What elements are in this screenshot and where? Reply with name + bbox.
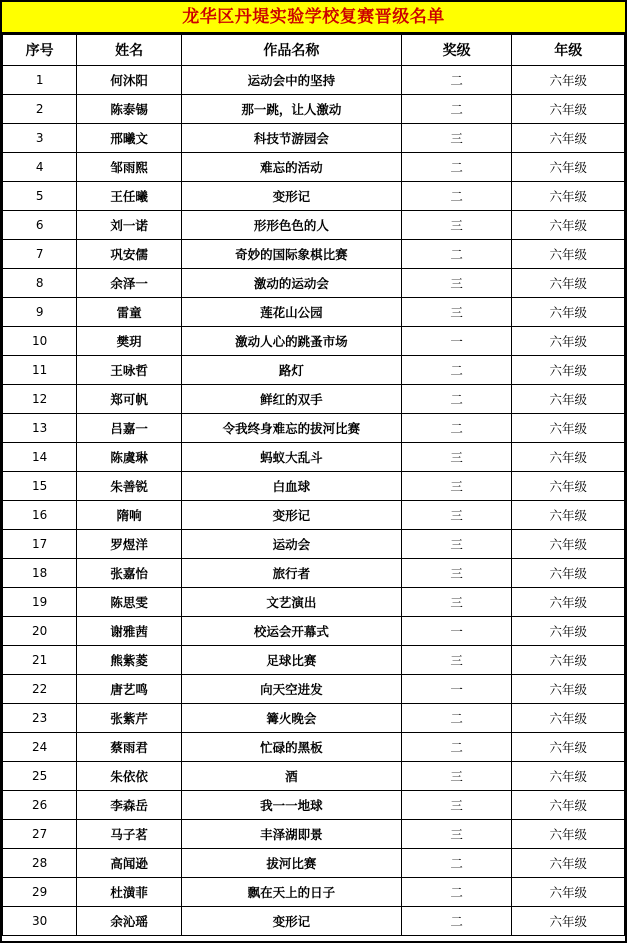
- column-header-award: 奖级: [401, 35, 512, 66]
- cell-work: 旅行者: [181, 559, 401, 588]
- cell-name: 高闻逊: [77, 849, 182, 878]
- table-row: [3, 762, 625, 791]
- table-row: [3, 240, 625, 269]
- cell-index: 28: [3, 849, 77, 878]
- cell-grade: 六年级: [512, 269, 625, 298]
- cell-work: 我一一地球: [181, 791, 401, 820]
- page-title: 龙华区丹堤实验学校复赛晋级名单: [2, 2, 625, 34]
- cell-award: 三: [401, 472, 512, 501]
- cell-grade: 六年级: [512, 559, 625, 588]
- table-row: [3, 530, 625, 559]
- cell-index: 7: [3, 240, 77, 269]
- cell-grade: 六年级: [512, 530, 625, 559]
- cell-index: 3: [3, 124, 77, 153]
- cell-grade: 六年级: [512, 907, 625, 936]
- cell-name: 何沐阳: [77, 66, 182, 95]
- table-row: [3, 269, 625, 298]
- table-body: [3, 66, 625, 936]
- cell-work: 篝火晚会: [181, 704, 401, 733]
- cell-index: 26: [3, 791, 77, 820]
- cell-award: 二: [401, 385, 512, 414]
- cell-index: 6: [3, 211, 77, 240]
- cell-index: 11: [3, 356, 77, 385]
- cell-name: 熊紫菱: [77, 646, 182, 675]
- cell-work: 科技节游园会: [181, 124, 401, 153]
- cell-index: 25: [3, 762, 77, 791]
- cell-grade: 六年级: [512, 240, 625, 269]
- cell-index: 13: [3, 414, 77, 443]
- cell-work: 那一跳，让人激动: [181, 95, 401, 124]
- cell-index: 4: [3, 153, 77, 182]
- cell-award: 二: [401, 240, 512, 269]
- cell-work: 变形记: [181, 182, 401, 211]
- cell-award: 三: [401, 211, 512, 240]
- table-row: [3, 327, 625, 356]
- cell-index: 12: [3, 385, 77, 414]
- cell-grade: 六年级: [512, 385, 625, 414]
- cell-work: 莲花山公园: [181, 298, 401, 327]
- cell-award: 三: [401, 501, 512, 530]
- cell-award: 三: [401, 269, 512, 298]
- cell-grade: 六年级: [512, 327, 625, 356]
- cell-work: 激动人心的跳蚤市场: [181, 327, 401, 356]
- cell-name: 余泽一: [77, 269, 182, 298]
- cell-work: 变形记: [181, 907, 401, 936]
- cell-work: 激动的运动会: [181, 269, 401, 298]
- cell-work: 校运会开幕式: [181, 617, 401, 646]
- cell-award: 二: [401, 704, 512, 733]
- cell-index: 18: [3, 559, 77, 588]
- cell-work: 运动会: [181, 530, 401, 559]
- cell-award: 三: [401, 646, 512, 675]
- cell-award: 二: [401, 878, 512, 907]
- cell-name: 隋响: [77, 501, 182, 530]
- column-header-work: 作品名称: [181, 35, 401, 66]
- cell-name: 王咏哲: [77, 356, 182, 385]
- cell-work: 飘在天上的日子: [181, 878, 401, 907]
- table-row: [3, 791, 625, 820]
- cell-award: 一: [401, 617, 512, 646]
- table-row: [3, 820, 625, 849]
- cell-index: 2: [3, 95, 77, 124]
- cell-grade: 六年级: [512, 588, 625, 617]
- cell-name: 吕嘉一: [77, 414, 182, 443]
- cell-award: 三: [401, 820, 512, 849]
- cell-grade: 六年级: [512, 124, 625, 153]
- cell-grade: 六年级: [512, 95, 625, 124]
- cell-grade: 六年级: [512, 704, 625, 733]
- results-table: [2, 34, 625, 936]
- cell-award: 二: [401, 414, 512, 443]
- cell-grade: 六年级: [512, 617, 625, 646]
- cell-award: 二: [401, 356, 512, 385]
- cell-grade: 六年级: [512, 501, 625, 530]
- cell-index: 23: [3, 704, 77, 733]
- cell-award: 三: [401, 762, 512, 791]
- table-container: [2, 34, 625, 941]
- table-row: [3, 385, 625, 414]
- cell-grade: 六年级: [512, 182, 625, 211]
- column-header-index: 序号: [3, 35, 77, 66]
- cell-award: 二: [401, 907, 512, 936]
- cell-grade: 六年级: [512, 153, 625, 182]
- cell-work: 鲜红的双手: [181, 385, 401, 414]
- cell-name: 樊玥: [77, 327, 182, 356]
- table-row: [3, 646, 625, 675]
- cell-name: 陈泰锡: [77, 95, 182, 124]
- cell-grade: 六年级: [512, 443, 625, 472]
- cell-work: 蚂蚁大乱斗: [181, 443, 401, 472]
- cell-index: 19: [3, 588, 77, 617]
- table-row: [3, 414, 625, 443]
- cell-index: 16: [3, 501, 77, 530]
- cell-grade: 六年级: [512, 762, 625, 791]
- table-row: [3, 443, 625, 472]
- table-row: [3, 588, 625, 617]
- cell-name: 罗煜洋: [77, 530, 182, 559]
- table-row: [3, 472, 625, 501]
- cell-index: 15: [3, 472, 77, 501]
- cell-name: 张嘉怡: [77, 559, 182, 588]
- cell-name: 陈思雯: [77, 588, 182, 617]
- cell-grade: 六年级: [512, 791, 625, 820]
- cell-name: 马子茗: [77, 820, 182, 849]
- cell-work: 变形记: [181, 501, 401, 530]
- table-row: [3, 733, 625, 762]
- cell-index: 27: [3, 820, 77, 849]
- cell-grade: 六年级: [512, 414, 625, 443]
- cell-work: 形形色色的人: [181, 211, 401, 240]
- cell-award: 三: [401, 530, 512, 559]
- cell-award: 一: [401, 327, 512, 356]
- cell-name: 邹雨熙: [77, 153, 182, 182]
- cell-award: 三: [401, 124, 512, 153]
- cell-work: 酒: [181, 762, 401, 791]
- cell-grade: 六年级: [512, 472, 625, 501]
- cell-index: 5: [3, 182, 77, 211]
- cell-index: 10: [3, 327, 77, 356]
- cell-name: 蔡雨君: [77, 733, 182, 762]
- cell-award: 三: [401, 791, 512, 820]
- cell-award: 一: [401, 675, 512, 704]
- cell-grade: 六年级: [512, 211, 625, 240]
- cell-name: 张紫芹: [77, 704, 182, 733]
- cell-name: 唐艺鸣: [77, 675, 182, 704]
- cell-index: 24: [3, 733, 77, 762]
- table-row: [3, 182, 625, 211]
- table-row: [3, 298, 625, 327]
- cell-work: 奇妙的国际象棋比赛: [181, 240, 401, 269]
- cell-work: 足球比赛: [181, 646, 401, 675]
- cell-award: 三: [401, 559, 512, 588]
- table-row: [3, 559, 625, 588]
- table-row: [3, 704, 625, 733]
- cell-grade: 六年级: [512, 66, 625, 95]
- table-row: [3, 95, 625, 124]
- cell-index: 30: [3, 907, 77, 936]
- cell-work: 运动会中的坚持: [181, 66, 401, 95]
- cell-award: 二: [401, 153, 512, 182]
- table-row: [3, 66, 625, 95]
- cell-index: 14: [3, 443, 77, 472]
- cell-grade: 六年级: [512, 675, 625, 704]
- cell-name: 邢曦文: [77, 124, 182, 153]
- cell-work: 文艺演出: [181, 588, 401, 617]
- cell-work: 向天空进发: [181, 675, 401, 704]
- cell-name: 刘一诺: [77, 211, 182, 240]
- cell-name: 谢雅茜: [77, 617, 182, 646]
- table-row: [3, 907, 625, 936]
- table-row: [3, 356, 625, 385]
- table-row: [3, 617, 625, 646]
- cell-index: 1: [3, 66, 77, 95]
- cell-grade: 六年级: [512, 820, 625, 849]
- cell-award: 二: [401, 849, 512, 878]
- cell-award: 二: [401, 733, 512, 762]
- cell-grade: 六年级: [512, 646, 625, 675]
- cell-name: 王任曦: [77, 182, 182, 211]
- cell-index: 22: [3, 675, 77, 704]
- cell-award: 二: [401, 66, 512, 95]
- cell-name: 朱善锐: [77, 472, 182, 501]
- cell-name: 陈虞琳: [77, 443, 182, 472]
- cell-work: 拔河比赛: [181, 849, 401, 878]
- table-row: [3, 501, 625, 530]
- cell-award: 二: [401, 182, 512, 211]
- cell-work: 令我终身难忘的拔河比赛: [181, 414, 401, 443]
- cell-work: 难忘的活动: [181, 153, 401, 182]
- cell-award: 三: [401, 588, 512, 617]
- table-row: [3, 878, 625, 907]
- table-row: [3, 211, 625, 240]
- cell-work: 白血球: [181, 472, 401, 501]
- cell-award: 三: [401, 298, 512, 327]
- table-row: [3, 849, 625, 878]
- column-header-name: 姓名: [77, 35, 182, 66]
- cell-award: 三: [401, 443, 512, 472]
- cell-index: 20: [3, 617, 77, 646]
- cell-name: 李森岳: [77, 791, 182, 820]
- cell-name: 雷童: [77, 298, 182, 327]
- cell-index: 21: [3, 646, 77, 675]
- table-header: [3, 35, 625, 66]
- cell-grade: 六年级: [512, 298, 625, 327]
- cell-name: 朱依依: [77, 762, 182, 791]
- table-row: [3, 124, 625, 153]
- cell-award: 二: [401, 95, 512, 124]
- table-header-row: [3, 35, 625, 66]
- cell-index: 29: [3, 878, 77, 907]
- column-header-grade: 年级: [512, 35, 625, 66]
- cell-index: 17: [3, 530, 77, 559]
- cell-name: 郑可帆: [77, 385, 182, 414]
- table-row: [3, 675, 625, 704]
- cell-grade: 六年级: [512, 733, 625, 762]
- cell-grade: 六年级: [512, 849, 625, 878]
- cell-grade: 六年级: [512, 356, 625, 385]
- cell-index: 8: [3, 269, 77, 298]
- cell-work: 丰泽湖即景: [181, 820, 401, 849]
- cell-grade: 六年级: [512, 878, 625, 907]
- cell-index: 9: [3, 298, 77, 327]
- cell-name: 巩安儒: [77, 240, 182, 269]
- table-row: [3, 153, 625, 182]
- cell-work: 忙碌的黑板: [181, 733, 401, 762]
- cell-name: 杜潢菲: [77, 878, 182, 907]
- cell-name: 余沁瑶: [77, 907, 182, 936]
- cell-work: 路灯: [181, 356, 401, 385]
